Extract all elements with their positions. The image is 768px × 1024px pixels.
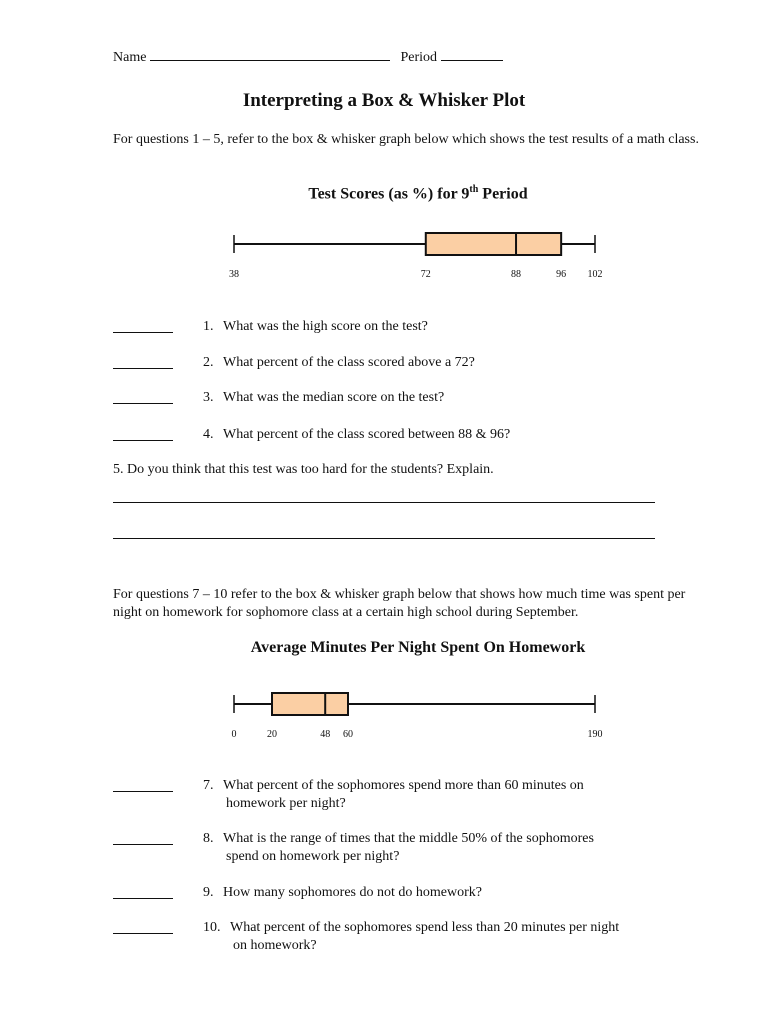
question-number: 1. bbox=[203, 319, 214, 334]
tick-label: 0 bbox=[231, 729, 237, 740]
period-field[interactable] bbox=[441, 47, 503, 61]
question-number: 3. bbox=[203, 390, 214, 405]
question-5: 5. Do you think that this test was too hard for the students? Explain. bbox=[113, 462, 494, 477]
tick-label: 38 bbox=[229, 269, 239, 280]
answer-blank-3[interactable] bbox=[113, 391, 173, 404]
chart2-box-plot bbox=[0, 685, 768, 745]
period-label: Period bbox=[400, 50, 437, 65]
question-text-continued: homework per night? bbox=[226, 796, 346, 811]
chart1-box-plot bbox=[0, 225, 768, 285]
chart1-title-sup: th bbox=[469, 184, 479, 195]
page-title: Interpreting a Box & Whisker Plot bbox=[242, 90, 526, 111]
iqr-box bbox=[272, 693, 348, 715]
tick-label: 20 bbox=[267, 729, 277, 740]
name-field[interactable] bbox=[150, 47, 390, 61]
question-number: 9. bbox=[203, 885, 214, 900]
answer-blank-7[interactable] bbox=[113, 779, 173, 792]
answer-blank-4[interactable] bbox=[113, 428, 173, 441]
tick-label: 60 bbox=[343, 729, 353, 740]
question-text: What percent of the sophomores spend more than 60 minutes on bbox=[223, 778, 584, 793]
question-text: What was the high score on the test? bbox=[223, 319, 428, 334]
chart1-title bbox=[0, 184, 768, 203]
tick-label: 102 bbox=[587, 269, 603, 280]
chart1-title-end: Period bbox=[478, 185, 528, 203]
question-text: What percent of the class scored between 88 & 96? bbox=[223, 427, 511, 442]
question-number: 7. bbox=[203, 778, 214, 793]
name-row bbox=[113, 47, 503, 67]
tick-label: 88 bbox=[511, 269, 522, 280]
tick-label: 96 bbox=[556, 269, 567, 280]
answer-blank-10[interactable] bbox=[113, 921, 173, 934]
answer-line-2[interactable] bbox=[113, 537, 655, 539]
tick-label: 48 bbox=[320, 729, 331, 740]
question-number: 8. bbox=[203, 831, 214, 846]
question-text: What percent of the class scored above a 72? bbox=[223, 355, 475, 370]
question-text: How many sophomores do not do homework? bbox=[223, 885, 482, 900]
question-number: 2. bbox=[203, 355, 214, 370]
answer-line-1[interactable] bbox=[113, 501, 655, 503]
iqr-box bbox=[426, 233, 561, 255]
answer-blank-9[interactable] bbox=[113, 886, 173, 899]
question-number: 4. bbox=[203, 427, 214, 442]
chart2-title: Average Minutes Per Night Spent On Homework bbox=[250, 639, 586, 656]
question-text-continued: spend on homework per night? bbox=[226, 849, 400, 864]
answer-blank-8[interactable] bbox=[113, 832, 173, 845]
name-label: Name bbox=[113, 50, 147, 65]
question-text: What is the range of times that the middle 50% of the sophomores bbox=[223, 831, 594, 846]
intro-paragraph-2: For questions 7 – 10 refer to the box & whisker graph below that shows how much time was spent per night on homework for sophomore class at a certain high school during September. bbox=[113, 587, 686, 620]
question-text-continued: on homework? bbox=[233, 938, 317, 953]
answer-blank-1[interactable] bbox=[113, 320, 173, 333]
chart1-title-main: Test Scores (as %) for 9 bbox=[308, 185, 470, 203]
answer-blank-2[interactable] bbox=[113, 356, 173, 369]
tick-label: 72 bbox=[420, 269, 431, 280]
question-number: 10. bbox=[203, 920, 221, 935]
intro-paragraph-1: For questions 1 – 5, refer to the box & whisker graph below which shows the test results of a math class. bbox=[113, 132, 699, 147]
question-text: What percent of the sophomores spend less than 20 minutes per night bbox=[230, 920, 620, 935]
question-text: What was the median score on the test? bbox=[223, 390, 445, 405]
tick-label: 190 bbox=[587, 729, 603, 740]
